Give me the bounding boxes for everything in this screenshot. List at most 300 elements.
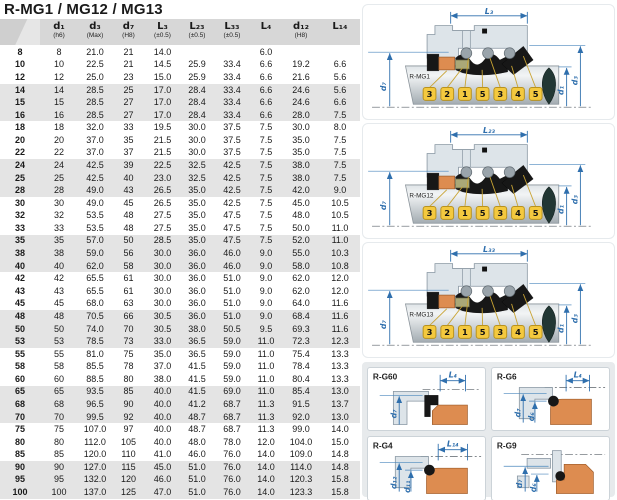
table-cell: 37.0 [86,134,104,145]
top-dimension-label: L₂₃ [483,125,495,135]
col-header-l14: L₁₄ [332,21,348,32]
table-cell: 68 [14,398,25,409]
table-cell: 80 [123,373,134,384]
table-cell: 28.5 [86,109,104,120]
table-cell: 6.0 [259,46,273,57]
table-cell: 75 [53,424,64,435]
table-cell: 33 [14,222,25,233]
table-cell: 43 [14,285,25,296]
table-cell: 52.0 [292,235,310,246]
table-cell: 11.0 [257,348,275,359]
table-cell: 127.0 [83,461,107,472]
table-cell: 16 [53,109,64,120]
table-cell: 70 [53,411,64,422]
table-cell: 28 [53,185,64,196]
table-cell: 40.0 [153,398,172,409]
table-cell: 19.5 [153,122,172,133]
svg-text:4: 4 [515,207,521,218]
table-cell: 25 [14,172,25,183]
table-cell: 32.5 [188,159,206,170]
model-label: R-G9 [496,442,517,452]
table-cell: 9.0 [259,310,273,321]
table-cell: 27.5 [153,210,172,221]
table-cell: 13.7 [331,398,349,409]
table-cell: 32.5 [188,172,206,183]
table-cell: 33.4 [223,71,241,82]
table-cell: 45 [123,197,134,208]
seat-diagram-r-g6 [491,367,610,431]
table-cell: 47.5 [223,222,241,233]
table-cell: 49.0 [86,197,104,208]
table-cell: 42.5 [223,172,241,183]
table-cell: 110 [121,449,136,460]
table-row [0,134,360,147]
table-header [0,19,360,45]
table-cell: 35.0 [188,222,206,233]
table-cell: 14.8 [331,461,349,472]
table-cell: 12 [14,71,25,82]
table-cell: 28.5 [86,97,104,108]
table-cell: 40.0 [153,436,172,447]
table-cell: 90 [123,398,134,409]
table-cell: 46.0 [223,260,241,271]
table-cell: 21.5 [153,147,172,158]
table-cell: 30.0 [292,122,310,133]
table-cell: 109.0 [289,449,313,460]
table-cell: 30 [14,197,25,208]
table-cell: 48 [53,310,64,321]
table-cell: 48 [123,210,134,221]
table-cell: 22.5 [153,159,172,170]
table-cell: 120 [120,474,137,485]
table-cell: 96.5 [86,398,104,409]
table-cell: 21 [123,46,134,57]
table-cell: 7.5 [259,134,273,145]
svg-text:5: 5 [532,207,539,218]
table-row [0,285,360,298]
table-cell: 100 [51,487,67,498]
col-header-l4: L₄ [260,21,272,32]
table-cell: 8 [17,46,23,57]
table-row [0,348,360,361]
table-cell: 70.5 [86,310,104,321]
table-row [0,449,360,462]
table-row [0,109,360,122]
table-cell: 78.4 [292,361,310,372]
table-cell: 26.5 [153,185,172,196]
col-header-size [0,19,40,45]
table-cell: 41.2 [188,398,206,409]
table-cell: 125 [120,487,137,498]
seat-svg-r-g9 [492,437,609,499]
table-cell: 7.5 [259,147,273,158]
table-cell: 99.5 [86,411,104,422]
table-cell: 88.5 [86,373,104,384]
table-cell: 21.0 [86,46,104,57]
table-row [0,398,360,411]
seat-svg-r-g6 [492,368,609,430]
seat-svg-r-g4 [368,437,485,499]
seal-diagram-r-mg1 [362,4,615,120]
table-cell: 10.3 [331,248,349,259]
table-cell: 73 [123,336,134,347]
model-label: R-G4 [372,442,393,452]
svg-text:2: 2 [444,207,451,218]
table-cell: 35.0 [188,210,206,221]
table-cell: 70 [14,411,25,422]
table-row [0,96,360,109]
table-cell: 8.0 [333,122,347,133]
table-cell: 48.7 [188,424,206,435]
table-cell: 20 [53,134,64,145]
table-cell: 32 [53,210,64,221]
table-cell: 59.0 [223,336,241,347]
table-cell: 100 [12,487,28,498]
table-cell: 114.0 [290,461,312,472]
table-cell: 27 [123,97,134,108]
table-cell: 7.5 [333,134,347,145]
table-cell: 30.0 [153,248,172,259]
d6-dimension-label: d₆ [526,412,536,422]
table-row [0,260,360,273]
table-cell: 80 [53,436,64,447]
table-cell: 76.0 [223,474,241,485]
table-cell: 68.7 [223,424,241,435]
model-label: R-MG13 [409,311,434,319]
d6-dimension-label: d₆ [528,483,538,493]
table-cell: 10 [14,59,25,70]
table-cell: 30.0 [188,122,206,133]
d7-dimension-label: d₇ [513,408,523,418]
table-cell: 120.3 [289,474,313,485]
svg-text:4: 4 [515,88,521,99]
table-cell: 15.8 [331,474,349,485]
top-dimension-label: L₃ [484,6,494,16]
table-cell: 46.0 [188,449,206,460]
table-row [0,486,360,499]
table-cell: 78.0 [223,436,241,447]
table-cell: 7.5 [333,159,347,170]
table-cell: 40 [123,172,134,183]
table-cell: 13.0 [331,411,349,422]
table-cell: 42.5 [223,159,241,170]
d7-dimension-label: d₇ [378,82,388,92]
table-cell: 85 [14,449,25,460]
table-cell: 25.9 [188,71,206,82]
table-cell: 6.6 [259,84,273,95]
col-header-d12: d₁₂ (H8) [293,21,309,39]
svg-text:3: 3 [426,326,433,337]
col-header-l33: L₃₃ (±0.5) [223,21,241,39]
table-cell: 51.0 [223,285,241,296]
table-cell: 48.0 [292,210,310,221]
table-cell: 35 [14,235,25,246]
table-cell: 28.5 [153,235,172,246]
d12-dimension-label: d₁₂ [389,477,399,490]
table-cell: 37.5 [223,122,241,133]
table-cell: 37.0 [86,147,104,158]
table-cell: 76.0 [223,487,241,498]
table-cell: 48 [14,310,25,321]
table-cell: 57.0 [86,235,104,246]
table-cell: 9.0 [259,285,273,296]
table-cell: 7.5 [259,197,273,208]
table-cell: 45 [14,298,25,309]
d1-dimension-label: d₁ [556,85,566,96]
table-cell: 33.4 [223,84,241,95]
table-row [0,197,360,210]
table-cell: 15 [14,97,25,108]
table-cell: 78.5 [86,336,104,347]
table-row [0,436,360,449]
table-cell: 58 [14,361,25,372]
table-cell: 30.0 [153,298,172,309]
svg-text:1: 1 [462,326,468,337]
table-row [0,222,360,235]
table-cell: 48.0 [188,436,206,447]
table-row [0,461,360,474]
table-cell: 41.5 [188,386,206,397]
table-row [0,84,360,97]
table-cell: 21 [123,59,134,70]
table-cell: 75.4 [292,348,310,359]
table-cell: 115 [121,461,136,472]
seal-diagram-r-mg13 [362,242,615,358]
table-cell: 7.5 [259,210,273,221]
svg-text:3: 3 [497,88,504,99]
table-cell: 7.5 [259,159,273,170]
table-cell: 91.5 [292,398,310,409]
table-cell: 35 [123,134,134,145]
table-cell: 30.5 [153,323,172,334]
table-cell: 49.0 [86,185,104,196]
table-cell: 90 [14,461,25,472]
table-cell: 16 [14,109,25,120]
table-cell: 53.5 [86,222,104,233]
table-cell: 14.0 [257,474,275,485]
table-cell: 36.0 [188,285,206,296]
table-cell: 12.0 [331,285,349,296]
table-cell: 22 [14,147,25,158]
table-cell: 28.4 [188,84,206,95]
table-cell: 85.5 [86,361,104,372]
table-cell: 40 [53,260,64,271]
table-cell: 7.5 [259,172,273,183]
gland [393,391,428,424]
table-cell: 42.5 [86,159,104,170]
table-cell: 56 [123,248,134,259]
table-row [0,360,360,373]
table-cell: 47.5 [223,210,241,221]
table-cell: 25.0 [86,71,104,82]
table-cell: 18 [53,122,64,133]
table-cell: 32.0 [86,122,104,133]
table-cell: 7.5 [333,147,347,158]
seal-diagram-r-mg12 [362,123,615,239]
table-cell: 60 [14,373,25,384]
table-cell: 43 [123,185,134,196]
table-row [0,411,360,424]
table-cell: 105 [120,436,137,447]
table-cell: 33 [53,222,64,233]
table-cell: 12 [53,71,64,82]
table-cell: 50 [123,235,134,246]
table-cell: 36.0 [188,273,206,284]
table-cell: 13.3 [331,348,349,359]
table-cell: 42 [53,273,64,284]
table-cell: 68.4 [292,310,310,321]
d11-dimension-label: d₁₁ [402,480,412,494]
col-header-d3: d₃ (Max) [86,21,104,39]
table-cell: 93.5 [86,386,104,397]
table-cell: 6.6 [259,71,273,82]
table-cell: 20 [14,134,25,145]
table-cell: 30.0 [153,285,172,296]
top-dimension-label: L₃₃ [483,244,495,254]
svg-text:5: 5 [532,88,539,99]
svg-text:3: 3 [497,207,504,218]
table-cell: 33.4 [223,109,241,120]
seal-svg-r-mg12 [363,124,614,238]
table-cell: 17.0 [153,109,172,120]
table-cell: 72.3 [292,336,310,347]
table-cell: 5.6 [333,71,347,82]
table-cell: 9.0 [259,298,273,309]
table-cell: 36.0 [188,248,206,259]
table-cell: 95 [14,474,25,485]
table-cell: 14.5 [153,59,172,70]
d3-dimension-label: d₃ [570,76,580,86]
table-cell: 11.0 [257,336,275,347]
table-cell: 38.0 [292,159,310,170]
d3-dimension-label: d₃ [570,314,580,324]
table-cell: 59.0 [223,348,241,359]
table-cell: 92 [123,411,134,422]
table-row [0,310,360,323]
seat-block [432,405,467,424]
seat-diagram-r-g4 [367,436,486,500]
table-cell: 65.5 [86,285,104,296]
page-title: R-MG1 / MG12 / MG13 [4,1,163,18]
table-row [0,386,360,399]
model-label: R-G60 [372,372,398,382]
table-cell: 78 [123,361,134,372]
table-cell: 9.0 [259,273,273,284]
table-cell: 17.0 [153,97,172,108]
table-row [0,172,360,185]
table-cell: 38 [53,248,64,259]
table-cell: 6.6 [333,97,347,108]
table-cell: 32 [14,210,25,221]
svg-text:5: 5 [532,326,539,337]
table-cell: 97 [123,424,134,435]
table-cell: 5.6 [333,84,347,95]
table-row [0,46,360,59]
table-cell: 7.5 [333,172,347,183]
table-cell: 39 [123,159,134,170]
table-cell: 46.0 [223,248,241,259]
top-dimension-label: L₁₄ [446,440,459,450]
d7-dimension-label: d₇ [378,320,388,330]
table-cell: 75 [123,348,134,359]
table-cell: 19.2 [292,59,310,70]
table-cell: 25 [123,84,134,95]
table-cell: 112.0 [84,436,106,447]
table-cell: 65 [53,386,64,397]
table-cell: 66 [123,310,134,321]
table-cell: 51.0 [223,310,241,321]
table-cell: 123.3 [289,487,313,498]
table-cell: 11.0 [331,222,349,233]
table-cell: 61 [123,273,134,284]
table-cell: 30.0 [188,134,206,145]
table-cell: 58 [53,361,64,372]
table-cell: 37 [123,147,134,158]
table-cell: 27 [123,109,134,120]
table-cell: 104.0 [289,436,313,447]
table-cell: 51.0 [223,298,241,309]
table-cell: 107.0 [83,424,107,435]
table-cell: 11.6 [331,323,349,334]
table-cell: 36.0 [188,310,206,321]
table-row [0,147,360,160]
gland-bar [527,459,550,469]
table-row [0,210,360,223]
svg-text:5: 5 [479,88,486,99]
table-cell: 15.0 [331,436,349,447]
table-cell: 30 [53,197,64,208]
table-cell: 6.6 [259,109,273,120]
table-cell: 9.0 [259,248,273,259]
table-cell: 40.0 [153,411,172,422]
table-row [0,423,360,436]
table-cell: 42.5 [223,185,241,196]
table-cell: 14.0 [153,46,172,57]
table-cell: 11.6 [331,310,349,321]
table-cell: 37.5 [223,134,241,145]
d7-dimension-label: d₇ [515,479,525,489]
table-cell: 6.6 [259,97,273,108]
svg-text:1: 1 [462,88,468,99]
table-cell: 30.0 [153,273,172,284]
table-cell: 69.3 [292,323,310,334]
table-cell: 7.5 [259,185,273,196]
d7-dimension-label: d₇ [378,201,388,211]
table-cell: 24.6 [292,97,310,108]
table-cell: 50.0 [292,222,310,233]
table-cell: 60 [53,373,64,384]
o-ring [555,472,565,482]
table-cell: 23 [123,71,134,82]
table-cell: 46.0 [153,474,172,485]
table-cell: 11.0 [331,235,349,246]
table-cell: 99.0 [292,424,310,435]
table-cell: 40.0 [153,424,172,435]
table-cell: 14.0 [257,487,275,498]
seat-diagram-r-g9 [491,436,610,500]
table-cell: 40 [14,260,25,271]
table-cell: 15 [53,97,64,108]
table-cell: 10.8 [331,260,349,271]
table-cell: 55 [53,348,64,359]
table-cell: 43 [53,285,64,296]
table-cell: 9.0 [259,260,273,271]
svg-text:3: 3 [426,207,433,218]
d7-dimension-label: d₇ [389,409,399,419]
table-cell: 33.0 [153,336,172,347]
table-cell: 48 [123,222,134,233]
seat-svg-r-g60 [368,368,485,430]
